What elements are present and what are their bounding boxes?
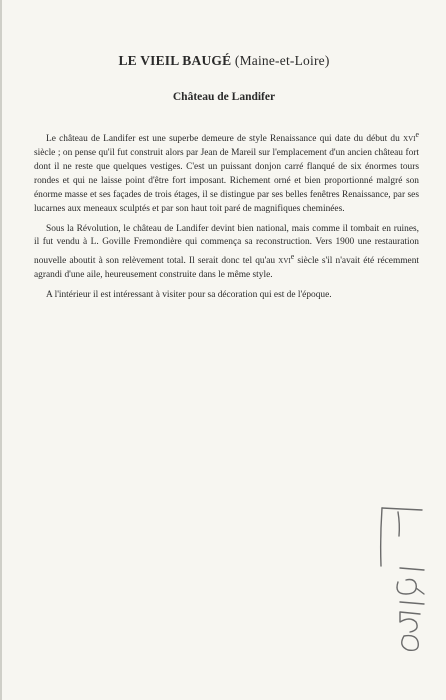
paragraph-1 bbox=[34, 128, 419, 217]
paragraph-2 bbox=[34, 223, 419, 284]
paragraph-2-text-a: Sous la Révolution, le château de Landifer devint bien national, mais comme il tombait en ruines, il fut vendu à L. Goville Fremondière qui commença sa reconstruction. Vers 1900 une restauration nouvelle aboutit à son relèvement total. Il serait donc tel qu'au bbox=[34, 223, 419, 267]
paragraph-2-century-suffix: e bbox=[290, 252, 295, 262]
paragraph-1-century-suffix: e bbox=[415, 130, 419, 139]
handwritten-catalogue-number bbox=[370, 498, 436, 658]
paragraph-2-text-b: siècle s'il n'avait été récemment agrandi d'une aile, heureusement construite dans le même style. bbox=[34, 256, 419, 281]
paragraph-2-century: xvi bbox=[278, 256, 291, 267]
page-title bbox=[2, 53, 446, 69]
paragraph-1-text-a: Le château de Landifer est une superbe demeure de style Renaissance qui date du début du bbox=[46, 134, 404, 145]
paragraph-1-century: xvi bbox=[403, 134, 416, 145]
paragraph-1-text-b: siècle ; on pense qu'il fut construit alors par Jean de Mareil sur l'emplacement d'un ancien château fort dont il ne reste que quelques vestiges. C'est un puissant donjon carré flanqué de six énormes tours rondes et qui ne laisse point d'être fort imposant. Richement orné et bien proportionné malgré son énorme masse et ses façades de trois étages, il se distingue par ses belles fenêtres Renaissance, par ses lucarnes aux meneaux sculptés et par son haut toit paré de magnifiques cheminées. bbox=[34, 148, 419, 214]
body-text bbox=[34, 128, 419, 309]
paragraph-3: A l'intérieur il est intéressant à visiter pour sa décoration qui est de l'époque. bbox=[46, 290, 332, 301]
title-main: LE VIEIL BAUGÉ bbox=[118, 53, 232, 68]
title-region: (Maine-et-Loire) bbox=[234, 53, 330, 68]
page-subtitle: Château de Landifer bbox=[172, 91, 276, 103]
